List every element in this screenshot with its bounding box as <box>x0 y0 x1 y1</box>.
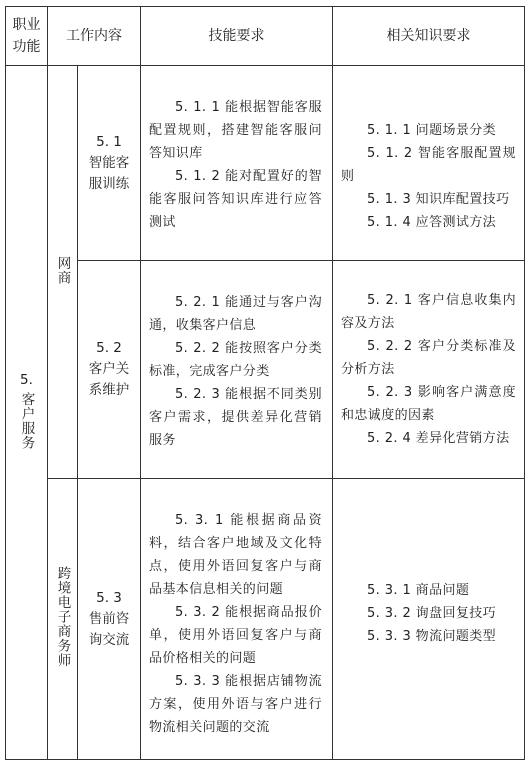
function-number: 5. <box>20 371 33 388</box>
section-number: 5. 2 <box>96 340 122 356</box>
occupational-standard-table <box>5 6 525 760</box>
knowledge-item: 5. 1. 4 应答测试方法 <box>367 215 497 230</box>
header-knowledge-label: 相关知识要求 <box>386 28 471 44</box>
table-row <box>6 66 525 261</box>
knowledge-cell <box>333 479 525 760</box>
skill-cell <box>141 66 333 261</box>
header-function <box>6 7 48 66</box>
section-title-line: 售前咨 <box>88 610 130 627</box>
section-number: 5. 3 <box>96 589 122 606</box>
table-row <box>6 261 525 479</box>
skill-item: 5. 1. 1 能根据智能客服配置规则，搭建智能客服问答知识库 <box>149 100 322 161</box>
header-work-content <box>48 7 141 66</box>
header-row <box>6 7 525 66</box>
table-row <box>6 479 525 760</box>
header-function-label: 职业功能 <box>12 17 41 55</box>
section-number: 5. 1 <box>96 133 122 150</box>
group-cell-cross-border <box>48 479 78 760</box>
section-title-line: 询交流 <box>88 631 130 648</box>
section-title-line: 服训练 <box>88 175 130 192</box>
section-title-line: 客户关 <box>88 361 130 377</box>
skill-item: 5. 1. 2 能对配置好的智能客服问答知识库进行应答测试 <box>149 169 322 230</box>
skill-item: 5. 2. 1 能通过与客户沟通，收集客户信息 <box>149 295 322 333</box>
header-skill-label: 技能要求 <box>208 28 265 44</box>
section-title-line: 系维护 <box>88 382 130 398</box>
knowledge-item: 5. 2. 3 影响客户满意度和忠诚度的因素 <box>341 385 516 423</box>
knowledge-item: 5. 2. 4 差异化营销方法 <box>367 431 510 446</box>
header-skill-requirements <box>141 7 333 66</box>
knowledge-item: 5. 3. 1 商品问题 <box>367 583 470 598</box>
knowledge-item: 5. 3. 3 物流问题类型 <box>367 629 497 644</box>
knowledge-item: 5. 2. 2 客户分类标准及分析方法 <box>341 339 516 377</box>
section-cell <box>78 261 141 479</box>
function-cell <box>6 66 48 760</box>
knowledge-item: 5. 3. 2 询盘回复技巧 <box>367 606 497 621</box>
skill-cell <box>141 479 333 760</box>
skill-item: 5. 2. 2 能按照客户分类标准，完成客户分类 <box>149 341 322 379</box>
knowledge-item: 5. 2. 1 客户信息收集内容及方法 <box>341 293 516 331</box>
header-knowledge-requirements <box>333 7 525 66</box>
knowledge-item: 5. 1. 3 知识库配置技巧 <box>367 192 510 207</box>
group-cell-wangshang <box>48 66 78 479</box>
group-name: 网商 <box>54 255 71 285</box>
skill-item: 5. 2. 3 能根据不同类别客户需求，提供差异化营销服务 <box>149 387 322 448</box>
knowledge-cell <box>333 66 525 261</box>
section-cell <box>78 66 141 261</box>
group-name: 跨境电子商务师 <box>54 566 71 668</box>
section-cell <box>78 479 141 760</box>
section-title-line: 智能客 <box>88 154 130 171</box>
knowledge-cell <box>333 261 525 479</box>
header-work-content-label: 工作内容 <box>66 28 122 44</box>
skill-item: 5. 3. 3 能根据店铺物流方案，使用外语与客户进行物流相关问题的交流 <box>149 674 322 735</box>
function-name: 客户服务 <box>18 391 35 450</box>
knowledge-item: 5. 1. 2 智能客服配置规则 <box>341 146 516 184</box>
skill-item: 5. 3. 2 能根据商品报价单，使用外语回复客户与商品价格相关的问题 <box>149 605 322 666</box>
skill-item: 5. 3. 1 能根据商品资料，结合客户地域及文化特点，使用外语回复客户与商品基本信息相关的问题 <box>149 513 322 597</box>
knowledge-item: 5. 1. 1 问题场景分类 <box>367 123 497 138</box>
skill-cell <box>141 261 333 479</box>
